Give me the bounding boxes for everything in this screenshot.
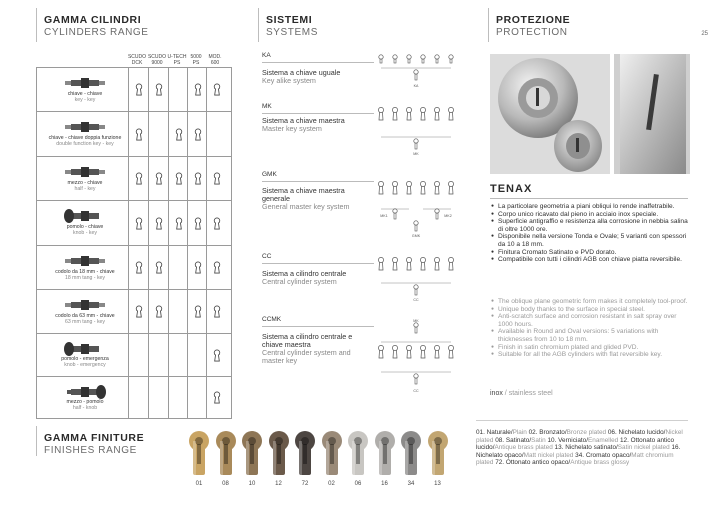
cylinder-label-en: double function key - key [56,141,114,148]
divider [258,8,259,42]
compatibility-cell [148,334,168,376]
divider [262,113,374,114]
cylinder-label-en: knob - emergency [64,362,106,369]
column-header [127,54,147,66]
compatibility-cell [148,112,168,156]
cylinder-icon [63,165,107,179]
cylinder-label [37,135,133,147]
cylinder-label [37,313,133,325]
divider [490,198,688,199]
compatibility-cell [187,377,207,418]
system-tag: KA [262,52,271,59]
product-name: TENAX [490,183,533,195]
keyhole-icon [213,172,221,185]
cylinder-drawing [37,165,133,179]
finishes-legend: 01. Naturale/Plain 02. Bronzato/Bronze plated 06. Nichelato lucido/Nickel plated 08. Satinato/Satin 10. Verniciato/Enamelled 12. Ottonato antico lucido/Antique brass plated 13. Nichelato satinato/Satin nickel plated 16. Nichelato opaco/Matt nickel plated 34. Cromato opaco/Matt chromium plated 72. Ottonato antico opaco/Antique brass glossy [476,429,683,467]
feature-item: ● Anti-scratch surface and corrosion resistant in salt spray over 1000 hours. [491,313,689,328]
cylinder-label-en: half - key [74,185,96,192]
system-diagram [375,52,455,92]
compatibility-cell [206,68,226,111]
keyhole-icon [135,83,143,96]
keyhole-icon [194,261,202,274]
cylinder-label-en: half - knob [72,405,98,412]
keyhole-icon [213,261,221,274]
compatibility-cell [128,290,148,333]
finish-code-label: 12 [275,481,282,487]
protection-header [496,14,570,38]
feature-item: ● La particolare geometria a piani obliqui lo rende inaffetrabile. [491,203,689,211]
finish-code: 13. [554,444,566,452]
systems-title: SISTEMI [266,14,313,26]
cylinder-drawing [37,298,133,312]
finish-code-label: 13 [434,481,441,487]
tenax-oval-photo [614,54,690,174]
keyhole-icon [213,83,221,96]
compatibility-cell [206,290,226,333]
finish-name-en: Satin nickel plated [617,444,670,452]
system-diagram [375,171,455,251]
finish-name-it: Nichelato opaco [476,451,522,459]
finish-code: 08. [495,436,506,444]
compatibility-cell [148,246,168,289]
keyhole-icon [213,349,221,362]
finish-name-it: Ottonato antico lucido [476,436,674,452]
system-name-it: Sistema a chiave maestra generale [262,186,345,203]
diagram-label: MK2 [444,214,452,218]
compatibility-cell [148,377,168,418]
column-header [186,54,206,66]
feature-item: ● Disponibile nella versione Tonda e Ovale; 5 varianti con spessori da 10 a 18 mm. [491,233,689,248]
finish-name-it: Nichelato lucido [618,429,664,436]
system-description [262,333,372,365]
tenax-round-photo [490,54,610,174]
feature-item: ● Superficie antigraffio e resistenza alla corrosione in nebbia salina di oltre 1000 ore. [491,218,689,233]
compatibility-cell [128,112,148,156]
compatibility-cell [148,68,168,111]
cylinder-label [37,399,133,411]
system-description [262,187,372,211]
keyhole-icon [155,305,163,318]
finish-swatch [321,430,343,478]
column-header [205,54,225,66]
keyhole-icon [135,128,143,141]
compatibility-cell [148,201,168,245]
finish-swatch [188,430,210,478]
system-name-en: Master key system [262,124,322,133]
cylinder-row [36,333,232,376]
cylinder-icon [63,209,107,223]
finish-name-it: Cromato opaco [585,451,630,459]
cylinder-label-it: mezzo - pomolo [66,399,104,406]
cylinder-label-en: 63 mm tang - key [64,318,106,325]
finish-code-label: 16 [381,481,388,487]
cylinder-label-en: knob - key [73,230,97,237]
system-description [262,69,372,85]
compatibility-cell [128,201,148,245]
finishes-subtitle: FINISHES RANGE [44,445,137,456]
cylinder-icon [63,298,107,312]
finish-name-en: Antique brass glossy [570,459,630,467]
column-header [147,54,167,66]
cylinder-label [37,224,133,236]
finish-name-it: Naturale [486,429,511,436]
features-english [491,298,689,359]
divider [262,326,374,327]
cylinder-label [37,180,133,192]
cylinder-row [36,245,232,289]
cylinder-label-it: codolo da 18 mm - chiave [55,268,115,275]
diagram-label: KA [413,84,419,88]
finish-code: 02. [528,429,540,436]
column-header-line1: SCUDO [127,54,147,60]
finish-code-label: 06 [354,481,362,487]
finish-code: 34. [575,451,586,459]
finish-code-label: 02 [328,481,335,487]
cylinder-label-en: key - key [74,96,96,103]
diagram-label: MK [413,152,419,156]
cylinder-label [37,269,133,281]
finish-code: 72. [495,459,506,467]
compatibility-cell [128,334,148,376]
finish-code: 01. [476,429,487,436]
finish-name-en: Matt nickel plated [523,451,574,459]
diagram-label: MK [413,319,419,323]
systems-subtitle: SYSTEMS [266,27,318,38]
divider [262,181,374,182]
finish-name-it: Bronzato [539,429,565,436]
system-name-en: Central cylinder system and master key [262,348,351,365]
cylinders-title: GAMMA CILINDRI [44,14,142,26]
system-tag: CC [262,253,272,260]
feature-item: ● Corpo unico ricavato dal pieno in acciaio inox speciale. [491,211,689,219]
finish-swatch [400,430,422,478]
system-name-en: Key alike system [262,76,316,85]
cylinder-row [36,67,232,111]
compatibility-cell [187,290,207,333]
keyhole-icon [213,305,221,318]
protection-subtitle: PROTECTION [496,27,568,38]
finish-name-it: Nichelato satinato [565,444,617,452]
system-description [262,270,372,286]
compatibility-cell [168,334,188,376]
system-diagram [375,103,455,158]
compatibility-cell [168,246,188,289]
material-separator: / [502,390,509,397]
cylinder-label-it: chiave - chiave doppia funzione [48,135,122,142]
page-number: 25 [701,31,708,37]
finishes-title: GAMMA FINITURE [44,432,145,444]
system-diagram [375,253,455,303]
finish-name-en: Matt chromium plated [476,451,674,467]
finish-name-it: Satinato [505,436,530,444]
cylinder-label-it: pomolo - emergenza [61,356,109,363]
finish-swatch [374,430,396,478]
compatibility-cell [206,157,226,200]
column-header-line1: 5000 [190,54,202,60]
compatibility-cell [187,201,207,245]
keyhole-icon [194,83,202,96]
compatibility-cell [206,112,226,156]
cylinders-header [44,14,149,38]
cylinder-label-it: codolo da 63 mm - chiave [55,312,115,319]
compatibility-cell [187,157,207,200]
system-name-it: Sistema a chiave uguale [262,68,341,77]
compatibility-cell [206,246,226,289]
keyhole-icon [155,217,163,230]
finish-name-en: Nickel plated [476,429,683,444]
compatibility-cell [128,157,148,200]
diagram-label: CC [413,298,419,302]
compatibility-cell [187,68,207,111]
finish-name-en: Antique brass plated [494,444,553,452]
feature-item: ● Available in Round and Oval versions: 5 variations with thicknesses from 10 to 18 mm. [491,328,689,343]
finish-code: 10. [547,436,559,444]
compatibility-cell [148,157,168,200]
finish-swatch [268,430,290,478]
compatibility-cell [168,68,188,111]
divider [262,263,374,264]
cylinder-row [36,289,232,333]
column-header-line2: PS [192,60,200,66]
cylinder-label [37,356,133,368]
system-diagram [375,316,455,396]
divider [262,62,374,63]
material [490,390,553,397]
finish-swatch [215,430,237,478]
compatibility-cell [168,157,188,200]
system-tag: CCMK [262,316,282,323]
cylinder-label [37,91,133,103]
finish-swatch [427,430,449,478]
cylinder-icon [63,254,107,268]
compatibility-cell [168,377,188,418]
compatibility-cell [206,201,226,245]
compatibility-cell [128,377,148,418]
keyhole-icon [135,172,143,185]
compatibility-cell [206,334,226,376]
feature-item: ● Finitura Cromato Satinato e PVD dorato. [491,249,689,257]
system-name-en: General master key system [262,202,350,211]
finish-code-label: 34 [407,481,415,487]
column-header-line1: MOD. [208,54,222,60]
finish-code: 12. [619,436,631,444]
cylinder-drawing [37,209,133,223]
diagram-label: GMK [411,234,421,238]
compatibility-cell [168,112,188,156]
protection-title: PROTEZIONE [496,14,571,26]
keyhole-icon [155,172,163,185]
finish-name-it: Ottonato antico opaco [505,459,569,467]
cylinders-subtitle: CYLINDERS RANGE [44,27,149,38]
finish-code: 16. [671,444,681,452]
feature-item: ● Suitable for all the AGB cylinders with flat reversible key. [491,351,689,359]
systems-header [266,14,318,38]
cylinder-drawing [37,120,133,134]
finish-code-label: 08 [222,481,229,487]
column-header [167,54,187,66]
column-header-line1: SCUDO [147,54,167,60]
feature-item: ● The oblique plane geometric form makes it completely tool-proof. [491,298,689,306]
keyhole-icon [213,391,221,404]
cylinder-drawing [37,385,133,399]
finishes-header [44,432,144,456]
compatibility-cell [168,290,188,333]
cylinder-row [36,200,232,245]
finish-name-it: Verniciato [558,436,587,444]
keyhole-icon [135,305,143,318]
column-header-line1: U-TECH [167,54,187,60]
cylinder-row [36,111,232,156]
system-name-it: Sistema a chiave maestra [262,116,345,125]
finish-code-label: 72 [301,481,309,487]
compatibility-cell [148,290,168,333]
compatibility-cell [128,68,148,111]
cylinder-icon [63,120,107,134]
column-header-line2: 9000 [151,60,163,66]
finish-code-label: 10 [248,481,256,487]
divider [36,8,37,42]
keyhole-icon [213,217,221,230]
system-tag: MK [262,103,272,110]
divider [36,426,37,456]
cylinder-drawing [37,254,133,268]
finish-swatch [294,430,316,478]
divider [488,8,489,42]
diagram-label: CC [413,389,419,393]
compatibility-cell [128,246,148,289]
cylinder-icon [63,385,107,399]
column-header-line2: 600 [210,60,220,66]
finish-swatch [347,430,369,478]
cylinder-row [36,156,232,200]
keyhole-icon [175,128,183,141]
keyhole-icon [194,217,202,230]
finish-name-en: Enamelled [588,436,619,444]
cylinder-drawing [37,76,133,90]
material-english: stainless steel [508,390,553,397]
compatibility-cell [206,377,226,418]
feature-item: ● Finish in satin chromium plated and glided PVD. [491,344,689,352]
cylinder-label-it: chiave - chiave [67,90,103,97]
cylinder-label-it: mezzo - chiave [67,179,103,186]
keyhole-icon [175,217,183,230]
features-italian [491,203,689,264]
feature-item: ● Unique body thanks to the surface in special steel. [491,306,689,314]
finish-name-en: Plain [512,429,527,436]
diagram-label: MK1 [380,214,388,218]
keyhole-icon [194,305,202,318]
keyhole-icon [155,83,163,96]
keyhole-icon [194,128,202,141]
cylinder-icon [63,342,107,356]
keyhole-icon [155,261,163,274]
finish-code-label: 01 [195,481,203,487]
system-tag: GMK [262,171,277,178]
system-name-it: Sistema a cilindro centrale e chiave maestra [262,332,353,349]
compatibility-cell [187,334,207,376]
keyhole-icon [194,172,202,185]
cylinder-label-it: pomolo - chiave [66,224,104,231]
cylinder-drawing [37,342,133,356]
column-header-line2: DCK [131,60,143,66]
divider [476,420,688,421]
finish-name-en: Satin [531,436,546,444]
compatibility-cell [187,112,207,156]
finish-code: 06. [607,429,619,436]
column-header-line2: PS [173,60,181,66]
system-name-it: Sistema a cilindro centrale [262,269,347,278]
keyhole-icon [135,261,143,274]
keyhole-icon [135,217,143,230]
system-name-en: Central cylinder system [262,277,337,286]
cylinder-icon [63,76,107,90]
system-description [262,117,372,133]
compatibility-cell [168,201,188,245]
material-italian: inox [490,390,503,397]
feature-item: ● Compatibile con tutti i cilindri AGB con chiave piatta reversibile. [491,256,689,264]
keyhole-icon [175,172,183,185]
cylinder-label-en: 18 mm tang - key [64,274,106,281]
compatibility-cell [187,246,207,289]
finish-name-en: Bronze plated [566,429,607,436]
finish-swatch [241,430,263,478]
cylinder-row [36,376,232,419]
